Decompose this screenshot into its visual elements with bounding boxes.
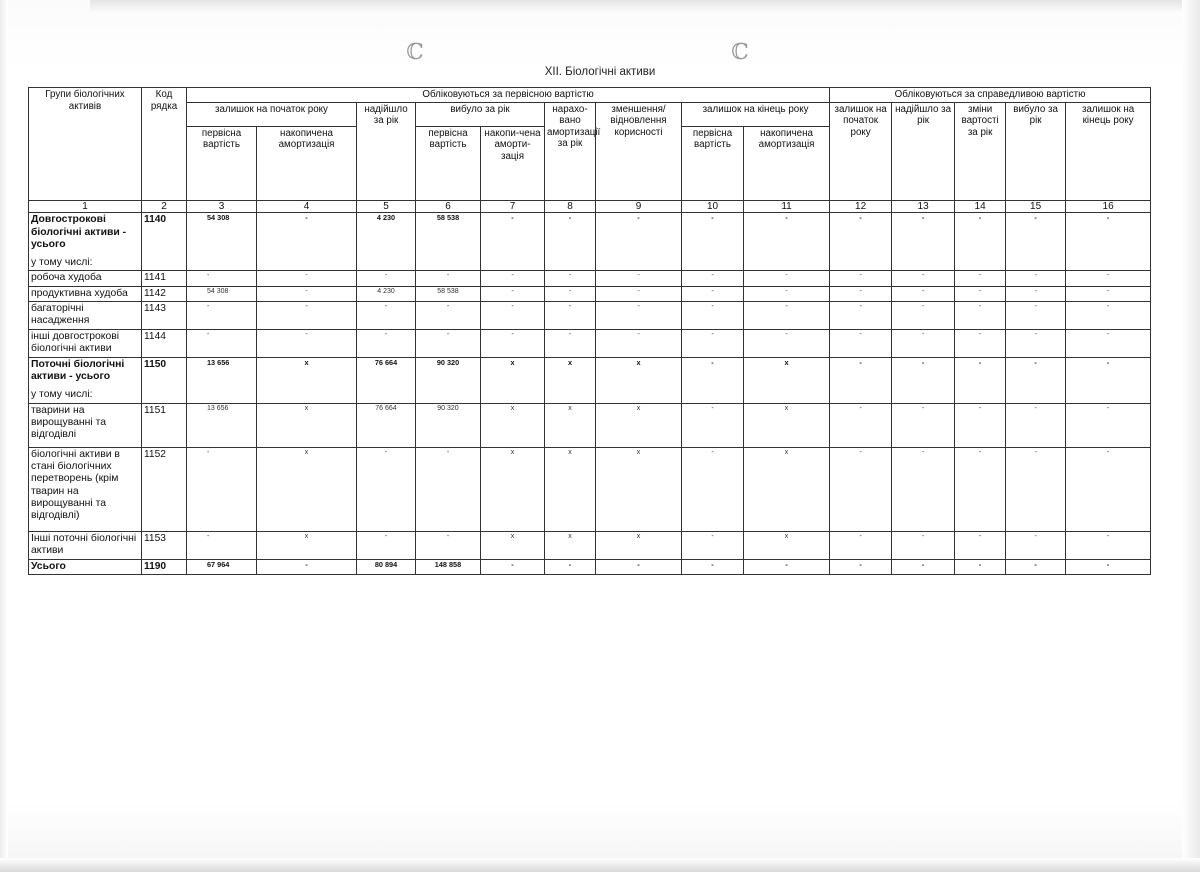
value-cell-col-15: - bbox=[1006, 447, 1066, 531]
value-cell-col-11: x bbox=[744, 447, 830, 531]
value-cell-col-10: - bbox=[682, 286, 744, 301]
header-end-accumulated-amortization: накопичена амортизація bbox=[744, 126, 830, 200]
row-name: біологічні активи в стані біологічних перетворень (крім тварин на вирощуванні та відгодівлі) bbox=[31, 448, 120, 522]
value-cell-col-9: x bbox=[596, 357, 682, 403]
value-cell-col-8: - bbox=[545, 271, 596, 286]
header-groups: Групи біологічних активів bbox=[29, 88, 142, 201]
row-name-cell bbox=[29, 286, 142, 301]
value-cell-col-7: - bbox=[481, 213, 545, 271]
table-row bbox=[29, 559, 1151, 574]
value-cell-col-13: - bbox=[892, 271, 955, 286]
value-cell-col-8: - bbox=[545, 213, 596, 271]
value-cell-col-4: - bbox=[257, 213, 357, 271]
value-cell-col-4: - bbox=[257, 286, 357, 301]
value-cell-col-14: - bbox=[955, 403, 1006, 447]
punch-hole-mark-right: ℂ bbox=[731, 40, 749, 65]
value-cell-col-12: - bbox=[830, 357, 892, 403]
value-cell-col-5: 80 894 bbox=[357, 559, 416, 574]
row-name-cell bbox=[29, 357, 142, 403]
value-cell-col-8: x bbox=[545, 403, 596, 447]
header-fv-changes: зміни вартості за рік bbox=[955, 102, 1006, 200]
value-cell-col-8: - bbox=[545, 286, 596, 301]
value-cell-col-12: - bbox=[830, 559, 892, 574]
value-cell-col-11: x bbox=[744, 357, 830, 403]
value-cell-col-13: - bbox=[892, 559, 955, 574]
row-code: 1144 bbox=[142, 329, 187, 357]
value-cell-col-11: - bbox=[744, 286, 830, 301]
value-cell-col-14: - bbox=[955, 447, 1006, 531]
value-cell-col-3: - bbox=[187, 531, 257, 559]
value-cell-col-4: - bbox=[257, 559, 357, 574]
value-cell-col-9: - bbox=[596, 271, 682, 286]
page-right-shadow bbox=[1182, 0, 1200, 872]
column-number: 16 bbox=[1066, 200, 1151, 213]
value-cell-col-14: - bbox=[955, 329, 1006, 357]
value-cell-col-3: - bbox=[187, 301, 257, 329]
value-cell-col-10: - bbox=[682, 213, 744, 271]
column-number: 10 bbox=[682, 200, 744, 213]
row-code: 1190 bbox=[142, 559, 187, 574]
header-disposed-accumulated-amortization: накопи-чена аморти-зація bbox=[481, 126, 545, 200]
header-fv-received: надійшло за рік bbox=[892, 102, 955, 200]
value-cell-col-15: - bbox=[1006, 403, 1066, 447]
value-cell-col-8: x bbox=[545, 447, 596, 531]
value-cell-col-8: x bbox=[545, 357, 596, 403]
value-cell-col-15: - bbox=[1006, 286, 1066, 301]
row-name-cell bbox=[29, 447, 142, 531]
row-code: 1153 bbox=[142, 531, 187, 559]
value-cell-col-6: - bbox=[416, 271, 481, 286]
header-depreciation: нарахо-вано амортизації за рік bbox=[545, 102, 596, 200]
value-cell-col-16: - bbox=[1066, 357, 1151, 403]
value-cell-col-3: 13 656 bbox=[187, 403, 257, 447]
header-fv-balance-start: залишок на початок року bbox=[830, 102, 892, 200]
value-cell-col-5: - bbox=[357, 301, 416, 329]
value-cell-col-15: - bbox=[1006, 301, 1066, 329]
table-body bbox=[29, 213, 1151, 575]
row-name: Поточні біологічні активи - усього bbox=[31, 358, 125, 383]
table-row bbox=[29, 329, 1151, 357]
column-number: 9 bbox=[596, 200, 682, 213]
value-cell-col-14: - bbox=[955, 357, 1006, 403]
header-fv-balance-end: залишок на кінець року bbox=[1066, 102, 1151, 200]
value-cell-col-9: x bbox=[596, 403, 682, 447]
row-subheading: у тому числі: bbox=[31, 257, 93, 269]
value-cell-col-10: - bbox=[682, 301, 744, 329]
header-fair-value-group: Обліковуються за справедливою вартістю bbox=[830, 88, 1151, 103]
value-cell-col-15: - bbox=[1006, 559, 1066, 574]
table-row bbox=[29, 357, 1151, 403]
value-cell-col-12: - bbox=[830, 301, 892, 329]
value-cell-col-14: - bbox=[955, 531, 1006, 559]
value-cell-col-9: x bbox=[596, 447, 682, 531]
value-cell-col-5: - bbox=[357, 531, 416, 559]
value-cell-col-11: - bbox=[744, 559, 830, 574]
value-cell-col-13: - bbox=[892, 329, 955, 357]
column-number: 1 bbox=[29, 200, 142, 213]
row-name: багаторічні насадження bbox=[31, 302, 90, 327]
value-cell-col-7: x bbox=[481, 531, 545, 559]
column-number: 14 bbox=[955, 200, 1006, 213]
row-name: продуктивна худоба bbox=[31, 287, 128, 299]
value-cell-col-10: - bbox=[682, 531, 744, 559]
row-name-cell bbox=[29, 213, 142, 271]
header-balance-end: залишок на кінець року bbox=[682, 102, 830, 126]
value-cell-col-10: - bbox=[682, 357, 744, 403]
value-cell-col-5: - bbox=[357, 329, 416, 357]
value-cell-col-10: - bbox=[682, 447, 744, 531]
header-impairment: зменшення/ відновлення корисності bbox=[596, 102, 682, 200]
value-cell-col-10: - bbox=[682, 559, 744, 574]
row-subheading: у тому числі: bbox=[31, 389, 93, 401]
header-received: надійшло за рік bbox=[357, 102, 416, 200]
value-cell-col-5: 4 230 bbox=[357, 213, 416, 271]
value-cell-col-11: - bbox=[744, 271, 830, 286]
value-cell-col-16: - bbox=[1066, 301, 1151, 329]
row-code: 1142 bbox=[142, 286, 187, 301]
value-cell-col-8: - bbox=[545, 329, 596, 357]
header-start-accumulated-amortization: накопичена амортизація bbox=[257, 126, 357, 200]
value-cell-col-7: - bbox=[481, 329, 545, 357]
value-cell-col-5: - bbox=[357, 271, 416, 286]
value-cell-col-16: - bbox=[1066, 286, 1151, 301]
value-cell-col-13: - bbox=[892, 213, 955, 271]
value-cell-col-16: - bbox=[1066, 531, 1151, 559]
header-disposed-initial-cost: первісна вартість bbox=[416, 126, 481, 200]
header-balance-start: залишок на початок року bbox=[187, 102, 357, 126]
value-cell-col-10: - bbox=[682, 329, 744, 357]
value-cell-col-11: - bbox=[744, 213, 830, 271]
value-cell-col-14: - bbox=[955, 213, 1006, 271]
page-bottom-shadow bbox=[0, 858, 1200, 872]
row-name: тварини на вирощуванні та відгодівлі bbox=[31, 404, 107, 441]
value-cell-col-15: - bbox=[1006, 357, 1066, 403]
column-number: 7 bbox=[481, 200, 545, 213]
value-cell-col-12: - bbox=[830, 286, 892, 301]
value-cell-col-11: x bbox=[744, 403, 830, 447]
value-cell-col-3: 13 656 bbox=[187, 357, 257, 403]
column-number: 15 bbox=[1006, 200, 1066, 213]
value-cell-col-5: - bbox=[357, 447, 416, 531]
value-cell-col-6: 58 538 bbox=[416, 213, 481, 271]
value-cell-col-11: x bbox=[744, 531, 830, 559]
row-name: робоча худоба bbox=[31, 272, 102, 284]
value-cell-col-5: 76 664 bbox=[357, 357, 416, 403]
value-cell-col-5: 4 230 bbox=[357, 286, 416, 301]
value-cell-col-7: x bbox=[481, 357, 545, 403]
value-cell-col-11: - bbox=[744, 301, 830, 329]
value-cell-col-8: - bbox=[545, 559, 596, 574]
value-cell-col-15: - bbox=[1006, 271, 1066, 286]
row-name: Усього bbox=[31, 560, 66, 572]
value-cell-col-7: - bbox=[481, 559, 545, 574]
value-cell-col-16: - bbox=[1066, 213, 1151, 271]
row-name: інші довгострокові біологічні активи bbox=[31, 330, 120, 355]
row-code: 1140 bbox=[142, 213, 187, 271]
value-cell-col-6: - bbox=[416, 531, 481, 559]
value-cell-col-3: 67 964 bbox=[187, 559, 257, 574]
value-cell-col-16: - bbox=[1066, 329, 1151, 357]
value-cell-col-14: - bbox=[955, 271, 1006, 286]
value-cell-col-4: x bbox=[257, 403, 357, 447]
value-cell-col-4: - bbox=[257, 301, 357, 329]
value-cell-col-4: x bbox=[257, 357, 357, 403]
value-cell-col-16: - bbox=[1066, 271, 1151, 286]
header-initial-cost-group: Обліковуються за первісною вартістю bbox=[187, 88, 830, 103]
header-disposed: вибуло за рік bbox=[416, 102, 545, 126]
column-number-row bbox=[29, 200, 1151, 213]
value-cell-col-9: - bbox=[596, 213, 682, 271]
value-cell-col-13: - bbox=[892, 357, 955, 403]
section-title: XII. Біологічні активи bbox=[544, 66, 656, 78]
biological-assets-table bbox=[28, 87, 1151, 575]
value-cell-col-4: x bbox=[257, 447, 357, 531]
value-cell-col-6: - bbox=[416, 447, 481, 531]
value-cell-col-9: x bbox=[596, 531, 682, 559]
value-cell-col-8: - bbox=[545, 301, 596, 329]
value-cell-col-3: 54 308 bbox=[187, 286, 257, 301]
value-cell-col-6: 148 858 bbox=[416, 559, 481, 574]
value-cell-col-13: - bbox=[892, 447, 955, 531]
row-code: 1141 bbox=[142, 271, 187, 286]
table-row bbox=[29, 447, 1151, 531]
value-cell-col-7: - bbox=[481, 271, 545, 286]
column-number: 11 bbox=[744, 200, 830, 213]
value-cell-col-3: - bbox=[187, 271, 257, 286]
value-cell-col-3: - bbox=[187, 329, 257, 357]
value-cell-col-4: - bbox=[257, 271, 357, 286]
value-cell-col-14: - bbox=[955, 286, 1006, 301]
value-cell-col-16: - bbox=[1066, 403, 1151, 447]
row-name: Інші поточні біологічні активи bbox=[31, 532, 137, 556]
row-name-cell bbox=[29, 559, 142, 574]
value-cell-col-12: - bbox=[830, 271, 892, 286]
table-row bbox=[29, 403, 1151, 447]
value-cell-col-5: 76 664 bbox=[357, 403, 416, 447]
table-row bbox=[29, 301, 1151, 329]
value-cell-col-14: - bbox=[955, 559, 1006, 574]
table-row bbox=[29, 213, 1151, 271]
value-cell-col-4: - bbox=[257, 329, 357, 357]
value-cell-col-9: - bbox=[596, 286, 682, 301]
value-cell-col-15: - bbox=[1006, 531, 1066, 559]
row-code: 1150 bbox=[142, 357, 187, 403]
value-cell-col-3: 54 308 bbox=[187, 213, 257, 271]
value-cell-col-16: - bbox=[1066, 559, 1151, 574]
row-name-cell bbox=[29, 301, 142, 329]
value-cell-col-10: - bbox=[682, 271, 744, 286]
value-cell-col-13: - bbox=[892, 403, 955, 447]
value-cell-col-15: - bbox=[1006, 213, 1066, 271]
row-code: 1143 bbox=[142, 301, 187, 329]
value-cell-col-6: - bbox=[416, 329, 481, 357]
header-fv-disposed: вибуло за рік bbox=[1006, 102, 1066, 200]
value-cell-col-9: - bbox=[596, 329, 682, 357]
page-top-edge bbox=[90, 0, 1200, 14]
value-cell-col-6: - bbox=[416, 301, 481, 329]
row-code: 1152 bbox=[142, 447, 187, 531]
value-cell-col-13: - bbox=[892, 301, 955, 329]
value-cell-col-7: - bbox=[481, 286, 545, 301]
row-name-cell bbox=[29, 329, 142, 357]
value-cell-col-6: 90 320 bbox=[416, 403, 481, 447]
column-number: 6 bbox=[416, 200, 481, 213]
value-cell-col-7: - bbox=[481, 301, 545, 329]
table-row bbox=[29, 531, 1151, 559]
value-cell-col-15: - bbox=[1006, 329, 1066, 357]
value-cell-col-12: - bbox=[830, 447, 892, 531]
column-number: 12 bbox=[830, 200, 892, 213]
value-cell-col-12: - bbox=[830, 329, 892, 357]
column-number: 3 bbox=[187, 200, 257, 213]
value-cell-col-12: - bbox=[830, 213, 892, 271]
value-cell-col-4: x bbox=[257, 531, 357, 559]
value-cell-col-7: x bbox=[481, 447, 545, 531]
column-number: 4 bbox=[257, 200, 357, 213]
row-name: Довгострокові біологічні активи - усього bbox=[31, 214, 127, 250]
punch-hole-mark-left: ℂ bbox=[406, 40, 424, 65]
header-code: Код рядка bbox=[142, 88, 187, 201]
column-number: 2 bbox=[142, 200, 187, 213]
value-cell-col-8: x bbox=[545, 531, 596, 559]
value-cell-col-13: - bbox=[892, 286, 955, 301]
row-name-cell bbox=[29, 403, 142, 447]
value-cell-col-13: - bbox=[892, 531, 955, 559]
table-row bbox=[29, 286, 1151, 301]
value-cell-col-10: - bbox=[682, 403, 744, 447]
value-cell-col-6: 90 320 bbox=[416, 357, 481, 403]
value-cell-col-9: - bbox=[596, 559, 682, 574]
value-cell-col-7: x bbox=[481, 403, 545, 447]
header-start-initial-cost: первісна вартість bbox=[187, 126, 257, 200]
value-cell-col-12: - bbox=[830, 403, 892, 447]
column-number: 5 bbox=[357, 200, 416, 213]
table-row bbox=[29, 271, 1151, 286]
value-cell-col-9: - bbox=[596, 301, 682, 329]
row-code: 1151 bbox=[142, 403, 187, 447]
value-cell-col-14: - bbox=[955, 301, 1006, 329]
value-cell-col-11: - bbox=[744, 329, 830, 357]
value-cell-col-3: - bbox=[187, 447, 257, 531]
row-name-cell bbox=[29, 271, 142, 286]
value-cell-col-6: 58 538 bbox=[416, 286, 481, 301]
column-number: 8 bbox=[545, 200, 596, 213]
header-end-initial-cost: первісна вартість bbox=[682, 126, 744, 200]
row-name-cell bbox=[29, 531, 142, 559]
column-number: 13 bbox=[892, 200, 955, 213]
value-cell-col-12: - bbox=[830, 531, 892, 559]
value-cell-col-16: - bbox=[1066, 447, 1151, 531]
page-fold-shadow bbox=[0, 0, 8, 872]
